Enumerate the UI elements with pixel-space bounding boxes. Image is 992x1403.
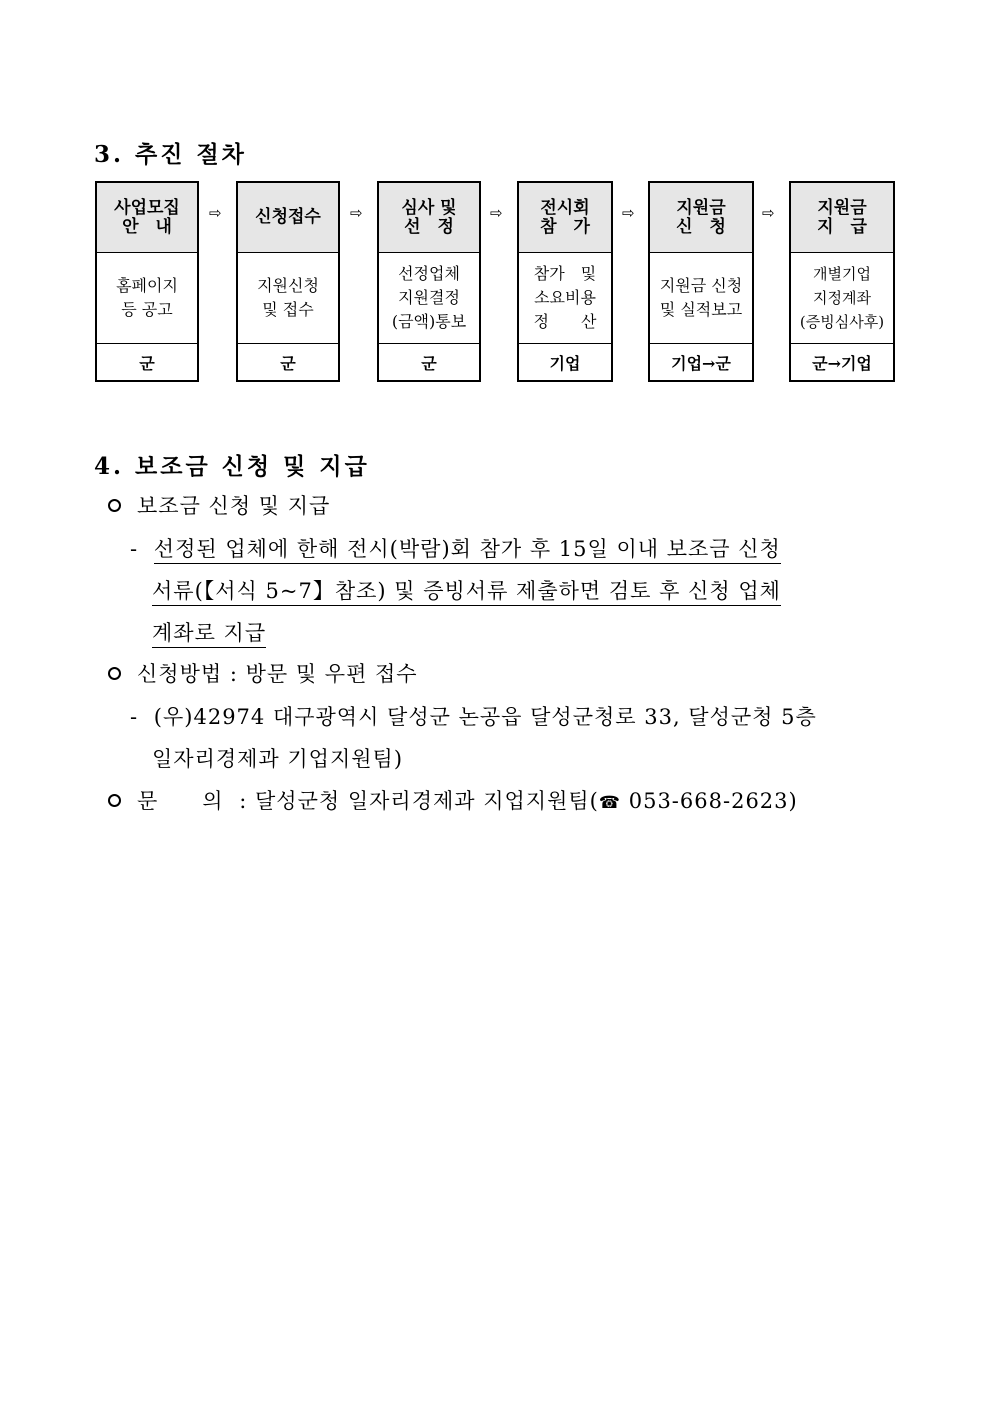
step-desc: 개별기업 지정계좌 (증빙심사후) xyxy=(791,253,893,344)
process-step-4 xyxy=(517,181,613,382)
step-title: 지원금 지 급 xyxy=(791,183,893,253)
contact-phone: 053-668-2623) xyxy=(621,789,798,813)
item1-line-3 xyxy=(152,617,266,647)
step-title: 사업모집 안 내 xyxy=(97,183,197,253)
arrow-right-icon: ⇨ xyxy=(209,204,222,222)
item-text: 일자리경제과 기업지원팀) xyxy=(152,747,404,771)
contact-text: : 달성군청 일자리경제과 지업지원팀( xyxy=(239,789,599,813)
step-actor: 군 xyxy=(139,353,155,373)
section3-heading: 3. 추진 절차 xyxy=(94,141,247,168)
arrow-right-icon: ⇨ xyxy=(490,204,503,222)
process-step-3 xyxy=(377,181,481,382)
step-desc: 선정업체 지원결정 (금액)통보 xyxy=(379,253,479,344)
item-title: 보조금 신청 및 지급 xyxy=(137,494,331,518)
process-step-2 xyxy=(236,181,340,382)
arrow-right-icon: ⇨ xyxy=(762,204,775,222)
arrow-right-icon: ⇨ xyxy=(622,204,635,222)
process-step-1 xyxy=(95,181,199,382)
step-desc: 참가 및 소요비용 정 산 xyxy=(519,253,611,344)
circle-bullet-icon xyxy=(108,794,121,807)
step-title: 신청접수 xyxy=(238,183,338,253)
step-desc: 홈페이지 등 공고 xyxy=(97,253,197,344)
contact-label: 문 의 xyxy=(137,789,224,813)
item-text: (우)42974 대구광역시 달성군 논공읍 달성군청로 33, 달성군청 5층 xyxy=(153,705,817,729)
item1-line-1 xyxy=(130,533,781,563)
step-actor: 군 xyxy=(421,353,437,373)
dash: - xyxy=(130,537,139,561)
item-text: 계좌로 지급 xyxy=(152,621,266,648)
process-step-5 xyxy=(648,181,754,382)
item-text: 선정된 업체에 한해 전시(박람)회 참가 후 15일 이내 보조금 신청 xyxy=(154,537,781,564)
bullet-item-2 xyxy=(108,658,418,688)
step-title: 심사 및 선 정 xyxy=(379,183,479,253)
bullet-item-3 xyxy=(108,785,798,815)
step-title: 지원금 신 청 xyxy=(650,183,752,253)
item1-line-2 xyxy=(152,575,781,605)
circle-bullet-icon xyxy=(108,499,121,512)
item-text: 서류(【서식 5~7】참조) 및 증빙서류 제출하면 검토 후 신청 업체 xyxy=(152,579,781,606)
step-title: 전시회 참 가 xyxy=(519,183,611,253)
circle-bullet-icon xyxy=(108,667,121,680)
step-actor: 군 xyxy=(280,353,296,373)
process-step-6 xyxy=(789,181,895,382)
step-desc: 지원신청 및 접수 xyxy=(238,253,338,344)
dash: - xyxy=(130,705,139,729)
phone-icon: ☎ xyxy=(598,793,622,813)
item-title: 신청방법 : 방문 및 우편 접수 xyxy=(137,662,418,686)
step-actor: 기업 xyxy=(549,353,581,373)
bullet-item-1 xyxy=(108,490,330,520)
step-desc: 지원금 신청 및 실적보고 xyxy=(650,253,752,344)
arrow-right-icon: ⇨ xyxy=(350,204,363,222)
step-actor: 기업→군 xyxy=(671,353,731,373)
section4-heading: 4. 보조금 신청 및 지급 xyxy=(94,453,370,480)
item2-line-2 xyxy=(152,743,403,773)
step-actor: 군→기업 xyxy=(812,353,872,373)
item2-line-1 xyxy=(130,701,817,731)
